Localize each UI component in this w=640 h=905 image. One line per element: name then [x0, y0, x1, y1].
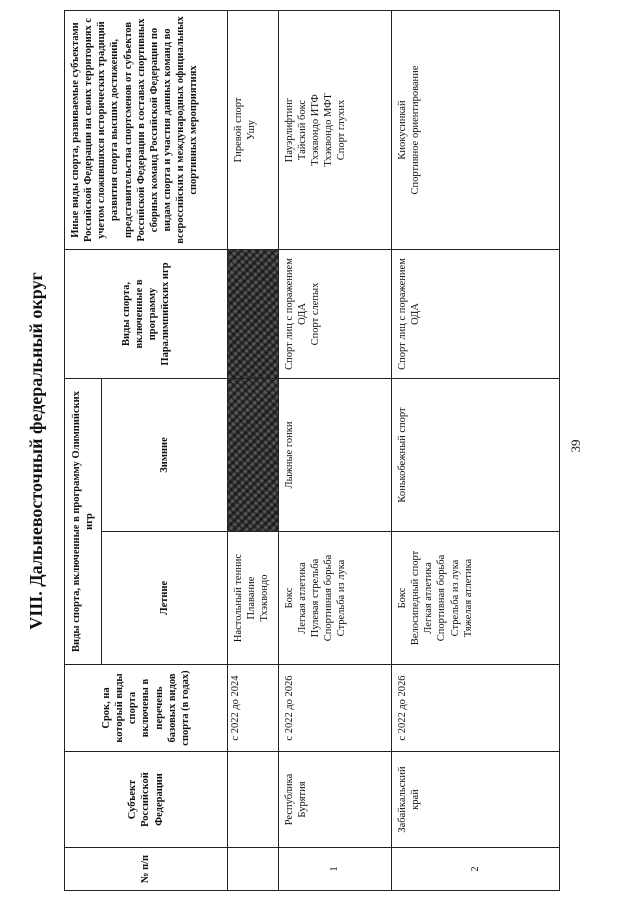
sport-item: Спорт лиц с поражением ОДА	[283, 258, 308, 370]
sport-item: Плавание	[246, 576, 258, 620]
sport-item: Тхэквондо МФТ	[323, 93, 335, 167]
row-winter-sports	[392, 379, 560, 532]
header-paralympic: Виды спорта, включенные в программу Паралимпийских игр	[65, 250, 228, 379]
header-other: Иные виды спорта, развиваемые субъектами Российской Федерации на своих территориях с учетом сложившихся исторических традиций развития спорта высших достижений, представительства спортсменов от субъектов Российской Федерации в составах спортивных сборных команд Российской Федерации по видам спорта и участия данных команд во всероссийских и международных официальных спортивных мероприятиях	[65, 11, 228, 250]
sport-item: Стрельба из лука	[449, 559, 461, 637]
row-term: с 2022 до 2024	[227, 665, 278, 752]
district-title: VIII. Дальневосточный федеральный округ	[26, 272, 46, 630]
sport-item: Киокусинкай	[397, 100, 409, 160]
sport-item: Тяжелая атлетика	[462, 558, 474, 638]
table-row	[278, 11, 391, 891]
sport-item: Лыжные гонки	[283, 421, 295, 489]
header-winter: Зимние	[101, 379, 227, 532]
row-winter-sports-shaded	[227, 379, 278, 532]
row-paralympic-sports-shaded	[227, 250, 278, 379]
sport-item: Спортивная борьба	[436, 554, 448, 642]
row-num	[227, 848, 278, 891]
sport-item: Легкая атлетика	[423, 562, 435, 634]
page-number: 39	[568, 439, 583, 453]
sport-item: Бокс	[397, 587, 409, 609]
sport-item: Ушу	[246, 120, 258, 140]
row-subject	[227, 752, 278, 848]
sport-item: Тхэквондо	[259, 574, 271, 622]
sport-item: Стрельба из лука	[336, 559, 348, 637]
sport-item: Спорт глухих	[336, 99, 348, 161]
row-subject: Республика Бурятия	[278, 752, 391, 848]
sport-item: Велосипедный спорт	[410, 550, 422, 646]
header-olympic-group: Виды спорта, включенные в программу Олимпийских игр	[65, 379, 102, 665]
table-row	[392, 11, 560, 891]
row-summer-sports	[227, 532, 278, 665]
header-subject: Субъект Российской Федерации	[65, 752, 228, 848]
sport-item: Гиревой спорт	[232, 97, 244, 163]
sport-item: Настольный теннис	[232, 553, 244, 643]
row-term: с 2022 до 2026	[392, 665, 560, 752]
header-term: Срок, на который виды спорта включены в перечень базовых видов спорта (в годах)	[65, 665, 228, 752]
sport-item: Тхэквондо ИТФ	[309, 94, 321, 166]
sports-table	[64, 10, 560, 891]
row-num: 1	[278, 848, 391, 891]
sport-item: Спорт лиц с поражением ОДА	[397, 258, 422, 370]
sport-item: Спортивное ориентирование	[410, 65, 422, 195]
row-other-sports	[278, 11, 391, 250]
row-term: с 2022 до 2026	[278, 665, 391, 752]
sport-item: Спортивная борьба	[323, 554, 335, 642]
sport-item: Конькобежный спорт	[397, 407, 409, 503]
table-row	[227, 11, 278, 891]
row-summer-sports	[392, 532, 560, 665]
row-winter-sports	[278, 379, 391, 532]
sport-item: Легкая атлетика	[296, 562, 308, 634]
sport-item: Спорт слепых	[309, 282, 321, 346]
row-other-sports	[392, 11, 560, 250]
row-subject: Забайкальский край	[392, 752, 560, 848]
row-summer-sports	[278, 532, 391, 665]
sport-item: Бокс	[283, 587, 295, 609]
row-paralympic-sports	[392, 250, 560, 379]
sport-item: Пулевая стрельба	[309, 558, 321, 638]
sport-item: Тайский бокс	[296, 99, 308, 161]
row-num: 2	[392, 848, 560, 891]
header-summer: Летние	[101, 532, 227, 665]
sport-item: Пауэрлифтинг	[283, 97, 295, 163]
row-paralympic-sports	[278, 250, 391, 379]
header-num: № п/п	[65, 848, 228, 891]
row-other-sports	[227, 11, 278, 250]
rotated-page-content	[8, 11, 568, 891]
